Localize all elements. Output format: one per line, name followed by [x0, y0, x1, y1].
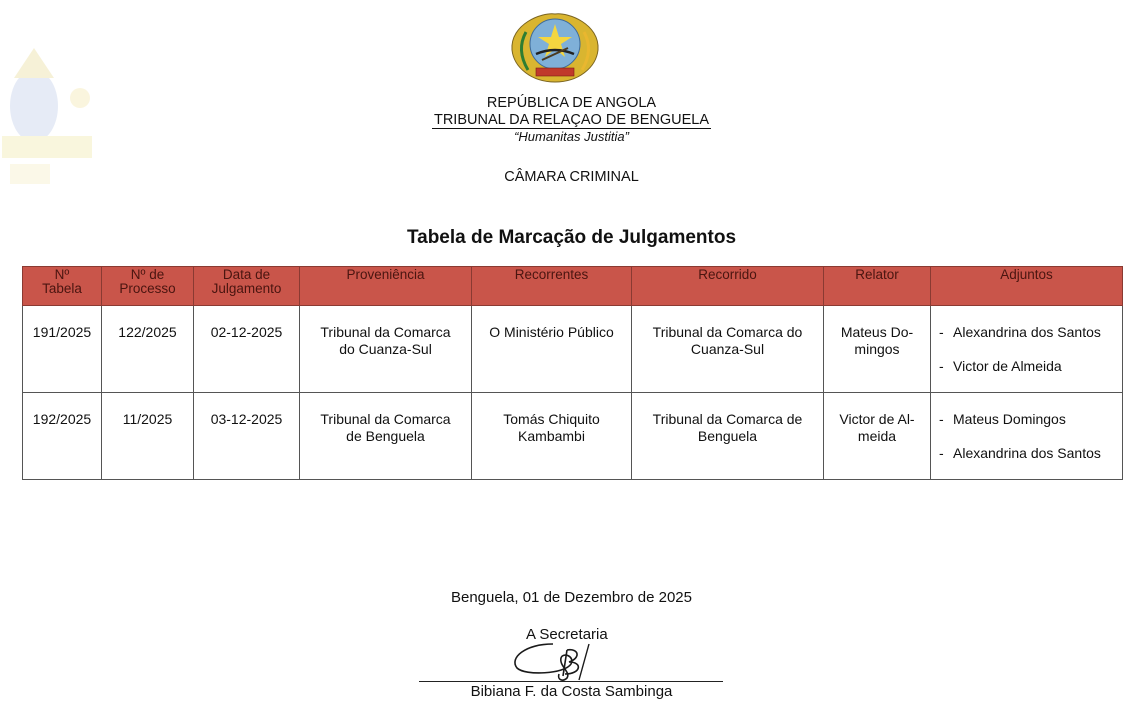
cell-recorrido	[632, 306, 824, 393]
adjunto-name: Mateus Domingos	[953, 411, 1066, 427]
column-header-line: Julgamento	[211, 281, 282, 296]
cell-line: Tribunal da Comarca do	[652, 324, 803, 340]
hearing-schedule-table	[22, 266, 1123, 480]
cell-recorrentes	[472, 306, 632, 393]
list-dash: -	[939, 445, 944, 461]
cell-recorrido	[632, 393, 824, 480]
list-dash: -	[939, 358, 944, 374]
column-header	[23, 267, 102, 306]
angola-coat-of-arms-icon	[502, 10, 608, 86]
column-header-line: Proveniência	[346, 267, 425, 282]
cell-line: Tribunal da Comarca de	[652, 411, 803, 427]
court-heading	[0, 112, 1143, 128]
handwritten-signature	[505, 636, 610, 684]
signature-line	[419, 681, 723, 682]
list-dash: -	[939, 411, 944, 427]
table-title: Tabela de Marcação de Julgamentos	[406, 227, 737, 248]
cell-line: mingos	[854, 341, 900, 357]
column-header-line: Data de	[222, 267, 271, 282]
country-heading: REPÚBLICA DE ANGOLA	[486, 95, 657, 111]
column-header-line: Processo	[119, 281, 176, 296]
table-row	[23, 393, 1123, 480]
cell-relator	[824, 393, 931, 480]
column-header-line: Tabela	[42, 281, 82, 296]
column-header	[824, 267, 931, 306]
column-header	[102, 267, 194, 306]
column-header-line: Recorrido	[698, 267, 757, 282]
column-header	[632, 267, 824, 306]
table-header	[23, 267, 1123, 306]
cell-adjuntos	[931, 393, 1123, 480]
cell-data: 02-12-2025	[194, 306, 300, 393]
cell-line: Tribunal da Comarca	[320, 411, 451, 427]
cell-line: O Ministério Público	[489, 324, 614, 340]
cell-line: Victor de Al-	[839, 411, 915, 427]
cell-line: Mateus Do-	[840, 324, 914, 340]
adjunto-name: Alexandrina dos Santos	[953, 324, 1101, 340]
cell-line: Kambambi	[518, 428, 585, 444]
table-row	[23, 306, 1123, 393]
cell-processo: 11/2025	[102, 393, 194, 480]
cell-adjuntos	[931, 306, 1123, 393]
column-header-line: Recorrentes	[514, 267, 589, 282]
adjunto-item	[939, 358, 1118, 375]
cell-line: do Cuanza-Sul	[339, 341, 432, 357]
cell-relator	[824, 306, 931, 393]
list-dash: -	[939, 324, 944, 340]
cell-tabela: 191/2025	[23, 306, 102, 393]
signer-name: Bibiana F. da Costa Sambinga	[470, 683, 673, 700]
cell-line: Tomás Chiquito	[503, 411, 600, 427]
cell-line: meida	[857, 428, 897, 444]
cell-proveniencia	[300, 306, 472, 393]
adjunto-item	[939, 411, 1118, 428]
column-header-line: Relator	[855, 267, 899, 282]
adjunto-name: Victor de Almeida	[953, 358, 1062, 374]
adjunto-name: Alexandrina dos Santos	[953, 445, 1101, 461]
cell-line: Tribunal da Comarca	[320, 324, 451, 340]
column-header	[931, 267, 1123, 306]
column-header-line: Adjuntos	[1000, 267, 1053, 282]
column-header	[472, 267, 632, 306]
table-header-row	[23, 267, 1123, 306]
column-header	[300, 267, 472, 306]
cell-line: Cuanza-Sul	[690, 341, 765, 357]
adjunto-item	[939, 324, 1118, 341]
cell-proveniencia	[300, 393, 472, 480]
court-heading-text: TRIBUNAL DA RELAÇAO DE BENGUELA	[433, 112, 710, 128]
cell-tabela: 192/2025	[23, 393, 102, 480]
signer-role: A Secretaria	[526, 626, 608, 643]
chamber-heading: CÂMARA CRIMINAL	[504, 169, 639, 185]
cell-line: de Benguela	[346, 428, 425, 444]
cell-data: 03-12-2025	[194, 393, 300, 480]
court-motto: “Humanitas Justitia”	[514, 129, 629, 144]
table-body	[23, 306, 1123, 480]
cell-recorrentes	[472, 393, 632, 480]
cell-line: Benguela	[697, 428, 758, 444]
adjunto-item	[939, 445, 1118, 462]
column-header	[194, 267, 300, 306]
column-header-line: Nº	[54, 267, 70, 282]
cell-processo: 122/2025	[102, 306, 194, 393]
place-and-date: Benguela, 01 de Dezembro de 2025	[450, 589, 692, 606]
column-header-line: Nº de	[130, 267, 165, 282]
